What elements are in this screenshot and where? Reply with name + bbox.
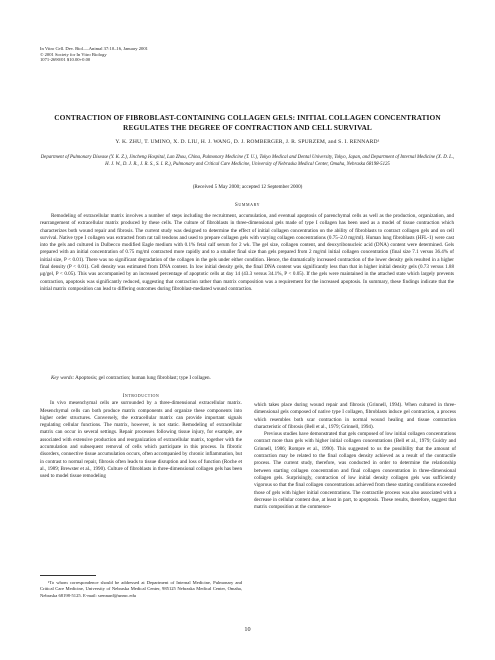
body-paragraph: Previous studies have demonstrated that gels composed of low initial collagen concentrations contract more than gels with higher initial collagen concentrations (Bell et al., 1979; Guidry and Grinnell, 1986; Rompre et al., 1990). This suggested to us the possibility that the amount of contraction may be related to the final collagen density achieved as a result of the contractile process. The current study, therefore, was conducted in order to determine the relationship between starting collagen concentration and final collagen concentration in three-dimensional collagen gels. Surprisingly, contraction of low initial density collagen gels was sufficiently vigorous so that the final collagen concentrations achieved from these starting conditions exceeded those of gels with higher initial concentrations. The contractile process was also associated with a decrease in cellular content due, at least in part, to apoptosis. These results, therefore, suggest that matrix composition at the commence-	[254, 431, 456, 511]
keywords-text: Apoptosis; gel contraction; human lung fibroblast; type I collagen.	[75, 375, 211, 381]
journal-header	[40, 46, 148, 63]
summary-heading: Summary	[234, 202, 261, 208]
footnote-divider	[40, 575, 96, 576]
keywords-label: Key words:	[51, 375, 75, 381]
author-list: Y. K. ZHU, T. UMINO, X. D. LIU, H. J. WANG, D. J. ROMBERGER, J. R. SPURZEM, and S. I. RENNARD¹	[115, 139, 380, 145]
journal-citation: In Vitro Cell. Dev. Biol.—Animal 37:10–16, January 2001	[40, 46, 148, 51]
page-number: 10	[244, 626, 251, 633]
keywords	[40, 375, 454, 382]
body-paragraph: In vivo mesenchymal cells are surrounded by a three-dimensional extracellular matrix. Mesenchymal cells can both produce matrix components and organize these components into higher order structures. Conversely, the extracellular matrix can provide important signals regulating cellular functions. The matrix, however, is not static. Remodeling of extracellular matrix can occur in several settings. Repair processes following tissue injury, for example, are associated with extensive production and reorganization of extracellular matrix, together with the accumulation and subsequent removal of cells which participate in this process. In fibrotic disorders, connective tissue accumulation occurs, often accompanied by chronic inflammation, but in contrast to normal repair, fibrosis often leads to tissue disruption and loss of function (Roche et al., 1989; Brewster et al., 1990). Culture of fibroblasts in three-dimensional collagen gels has been used to model tissue remodeling	[40, 400, 242, 480]
issn-line: 1071-2690/01 $10.00+0.00	[40, 57, 91, 63]
author-affiliations: Department of Pulmonary Disease (Y. K. Z.), Jincheng Hospital, Lan Zhou, China, Pulmonary Medicine (T. U.), Tokyo Medical and Dental University, Tokyo, Japan, and Department of Internal Medicine (X. D. L., H. J. W., D. J. R., J. R. S., S. I. R.), Pulmonary and Critical Care Medicine, University of Nebraska Medical Center, Omaha, Nebraska 68198-5125	[40, 155, 455, 167]
right-column	[254, 402, 456, 511]
left-column	[40, 393, 242, 481]
correspondence-footnote: ¹To whom correspondence should be addressed at Department of Internal Medicine, Pulmonary and Critical Care Medicine, University of Nebraska Medical Center, 985125 Nebraska Medical Center, Omaha, Nebraska 68198-5125. E-mail: srennard@unmc.edu	[40, 580, 242, 598]
introduction-heading: Introduction	[122, 393, 160, 399]
article-title: CONTRACTION OF FIBROBLAST-CONTAINING COLLAGEN GELS: INITIAL COLLAGEN CONCENTRATION REGULATES THE DEGREE OF CONTRACTION AND CELL SURVIVAL	[54, 113, 441, 132]
copyright-line: © 2001 Society for In Vitro Biology	[40, 51, 107, 57]
summary-abstract: Remodeling of extracellular matrix involves a number of steps including the recruitment, accumulation, and eventual apoptosis of parenchymal cells as well as the production, organization, and rearrangement of extracellular matrix produced by these cells. The culture of fibroblasts in three-dimensional gels made of type I collagen has been used as a model of tissue contraction which characterizes both wound repair and fibrosis. The current study was designed to determine the effect of initial collagen concentration on the ability of fibroblasts to contract collagen gels and on cell survival. Native type I collagen was extracted from rat tail tendons and used to prepare collagen gels with varying collagen concentrations (0.75–2.0 mg/ml). Human lung fibroblasts (HFL-1) were cast into the gels and cultured in Dulbecco modified Eagle medium with 0.1% fetal calf serum for 2 wk. The gel size, collagen content, and deoxyribonucleic acid (DNA) content were determined. Gels prepared with an initial concentration of 0.75 mg/ml contracted more rapidly and to a smaller final size than gels prepared from 2 mg/ml initial collagen concentration (final size 7.1 versus 36.4% of initial size, P < 0.01). There was no significant degradation of the collagen in the gels under either condition. Hence, the dramatically increased contraction of the lower density gels resulted in a higher final density (P < 0.01). Cell density was estimated from DNA content. In low initial density gels, the final DNA content was significantly less than that in higher initial density gels (0.73 versus 1.88 μg/gel, P < 0.05). This was accompanied by an increased percentage of apoptotic cells at day 14 (43.3 versus 34.1%, P < 0.05). If the gels were maintained in the attached state which largely prevents contraction, apoptosis was significantly reduced, suggesting that contraction rather than matrix composition was a requirement for the increased apoptosis. In summary, these findings indicate that the initial matrix composition can lead to differing outcomes during fibroblast-mediated wound contraction.	[40, 213, 454, 292]
received-dates: (Received 5 May 2000; accepted 12 September 2000)	[192, 184, 303, 190]
body-paragraph: which takes place during wound repair and fibrosis (Grinnell, 1994). When cultured in three-dimensional gels composed of native type I collagen, fibroblasts induce gel contraction, a process which resembles both scar contraction in normal wound healing and tissue contraction characteristic of fibrosis (Bell et al., 1979; Grinnell, 1994).	[254, 402, 456, 430]
